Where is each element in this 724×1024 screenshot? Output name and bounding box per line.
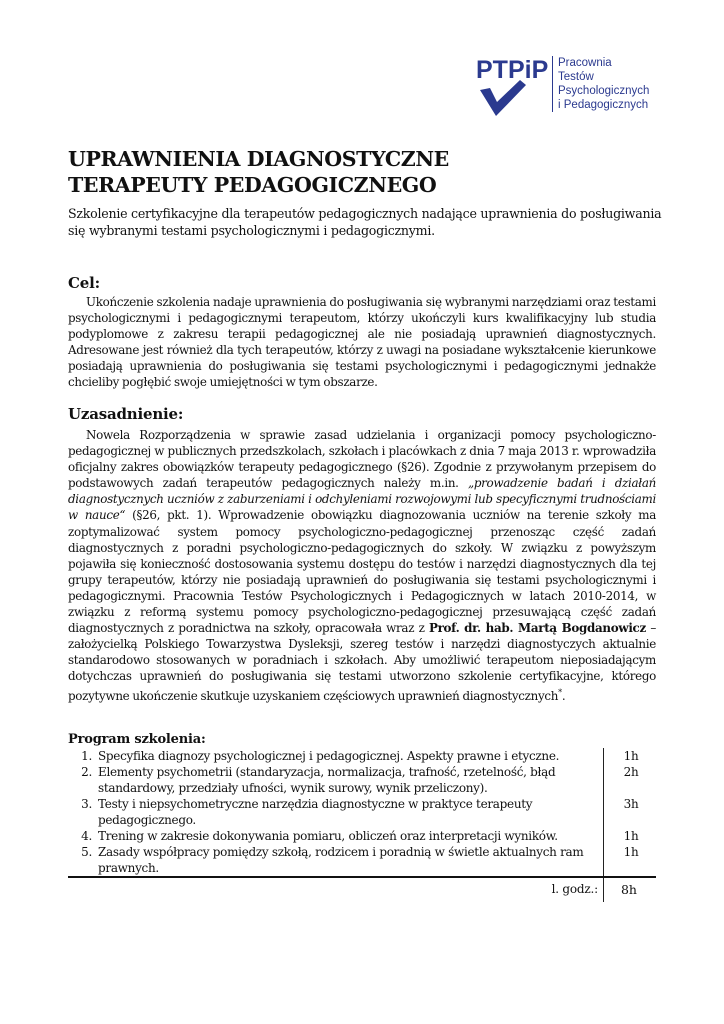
program-item xyxy=(68,796,656,828)
total-column-divider xyxy=(603,878,604,902)
quoted-regulation: „prowadzenie badań i działań diagnostycznych uczniów z zaburzeniami i odchyleniami rozwojowymi lub specyficznymi trudnościami w nauce“ xyxy=(68,476,657,523)
hours-column-divider xyxy=(603,748,604,876)
uzasadnienie-end: . xyxy=(561,688,566,703)
document-title xyxy=(68,146,449,198)
uzasadnienie-paragraph xyxy=(68,427,656,704)
program-item-text: Trening w zakresie dokonywania pomiaru, obliczeń oraz interpretacji wyników. xyxy=(98,829,558,843)
program-item xyxy=(68,748,656,764)
uzasadnienie-part3: – założycielką Polskiego Towarzystwa Dysleksji, szereg testów i narzędzi diagnostyczych aktualnie standarodowo stosowanych w poradniach i szkołach. Aby umożliwić terapeutom nieposiadającym dotychczas uprawnień do posługiwania się testami utworzono szkolenie certyfikacyjne, którego pozytywne ukończenie skutkuje uzyskaniem częściowych uprawnień diagnostycznych xyxy=(68,621,656,703)
program-item-hours: 1h xyxy=(623,845,639,859)
program-item-text: Testy i niepsychometryczne narzędzia diagnostyczne w praktyce terapeuty pedagogicznego. xyxy=(98,797,533,827)
program-item-text: Elementy psychometrii (standaryzacja, normalizacja, trafność, rzetelność, błąd standardowy, przedziały ufności, wynik surowy, wynik przeliczony). xyxy=(98,765,556,795)
uzasadnienie-part1: Nowela Rozporządzenia w sprawie zasad udzielania i organizacji pomocy psychologiczno-pedagogicznej w publicznych przedszkolach, szkołach i placówkach z dnia 7 maja 2013 r. wprowadziła oficjalny zakres obowiązków terapeuty pedagogicznego (§26). Zgodnie z przywołanym przepisem do podstawowych zadań terapeutów pedagogicznych należy m.in. xyxy=(68,428,656,491)
program-item-text: Zasady współpracy pomiędzy szkołą, rodzicem i poradnią w świetle aktualnych ram prawnych. xyxy=(98,845,584,875)
logo-line: Testów xyxy=(558,71,594,83)
subtitle: Szkolenie certyfikacyjne dla terapeutów pedagogicznych nadające uprawnienia do posługiwania się wybranymi testami psychologicznymi i pedagogicznymi. xyxy=(68,206,662,238)
logo-line: i Pedagogicznych xyxy=(558,99,649,111)
program-item xyxy=(68,844,656,876)
uzasadnienie-part2: (§26, pkt. 1). Wprowadzenie obowiązku diagnozowania uczniów na terenie szkoły ma zoptymalizować system pomocy psychologiczno-pedagogicznej przenosząc część zadań diagnostycznych z poradni psychologiczno-pedagogicznych do szkoły. W związku z powyższym pojawiła się konieczność dostosowania systemu dostępu do testów i narzędzi diagnostycznych dla tej grupy terapeutów, którzy nie posiadają uprawnień do posługiwania się testami psychologicznymi i pedagogicznymi. Pracownia Testów Psychologicznych i Pedagogicznych w latach 2010-2014, w związku z reformą systemu pomocy psychologiczno-pedagogicznej przesuwającą część zadań diagnostycznych z poradnictwa na szkoły, opracowała wraz z xyxy=(68,508,656,636)
author-name: Prof. dr. hab. Martą Bogdanowicz xyxy=(428,621,646,636)
cel-heading: Cel: xyxy=(68,274,100,292)
program-item-number: 2. xyxy=(81,765,92,779)
program-item-hours: 1h xyxy=(623,829,639,843)
program-item-text: Specyfika diagnozy psychologicznej i pedagogicznej. Aspekty prawne i etyczne. xyxy=(98,749,560,763)
logo-line: Psychologicznych xyxy=(558,85,650,97)
program-item-hours: 2h xyxy=(623,765,639,779)
program-item-hours: 3h xyxy=(623,797,639,811)
program-item-number: 3. xyxy=(81,797,92,811)
title-line-1: UPRAWNIENIA DIAGNOSTYCZNE xyxy=(68,147,449,171)
total-divider xyxy=(68,876,656,878)
program-heading: Program szkolenia: xyxy=(68,732,206,747)
title-line-2: TERAPEUTY PEDAGOGICZNEGO xyxy=(68,173,437,197)
total-hours-value: 8h xyxy=(620,882,637,897)
logo-abbrev: PTPiP xyxy=(476,56,549,84)
program-item xyxy=(68,828,656,844)
logo-line: Pracownia xyxy=(558,57,612,69)
cel-paragraph: Ukończenie szkolenia nadaje uprawnienia do posługiwania się wybranymi narzędziami oraz testami psychologicznymi i pedagogicznymi terapeutom, którzy ukończyli kurs kwalifikacyjny lub studia podyplomowe z zakresu terapii pedagogicznej ale nie posiadają uprawnień diagnostycznych. Adresowane jest również dla tych terapeutów, którzy z uwagi na posiadane wykształcenie kierunkowe posiadają uprawnienia do posługiwania się testami psychologicznymi i pedagogicznymi jednakże chcieliby pogłębić swoje umiejętności w tym obszarze. xyxy=(68,295,656,390)
program-item-hours: 1h xyxy=(623,749,639,763)
ptpip-logo-mark-icon xyxy=(476,54,550,120)
program-item xyxy=(68,764,656,796)
program-item-number: 5. xyxy=(81,845,92,859)
program-table xyxy=(68,748,656,876)
footnote-mark: * xyxy=(558,687,562,697)
program-item-number: 4. xyxy=(81,829,92,843)
logo-name xyxy=(552,56,649,112)
ptpip-logo xyxy=(476,54,656,120)
program-item-number: 1. xyxy=(81,749,92,763)
uzasadnienie-heading: Uzasadnienie: xyxy=(68,405,184,423)
total-hours-label: l. godz.: xyxy=(551,882,598,896)
